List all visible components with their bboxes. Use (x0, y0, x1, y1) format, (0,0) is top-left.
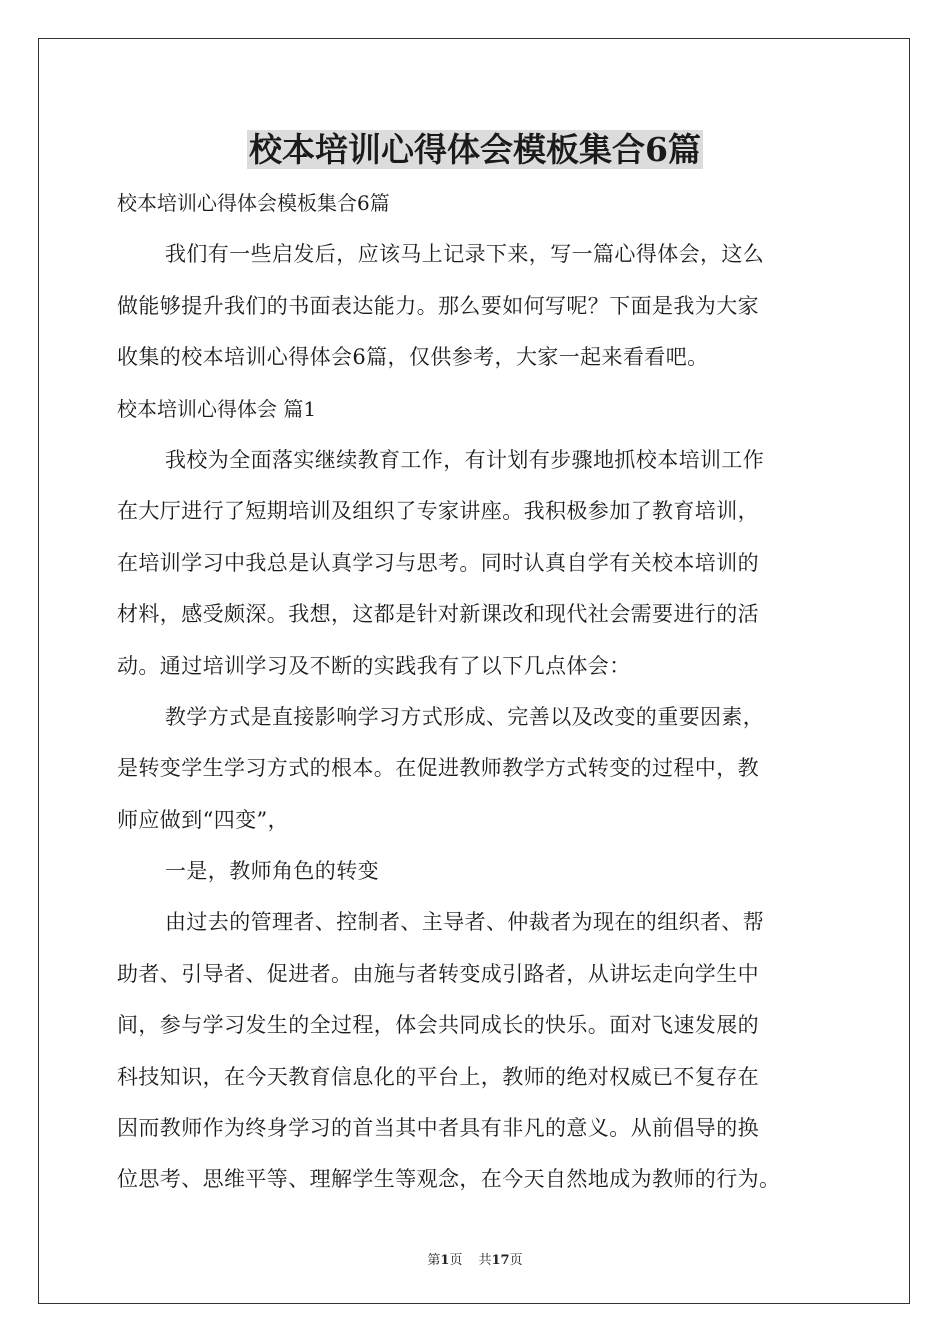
body-line: 一是，教师角色的转变 (165, 859, 379, 884)
body-line: 我们有一些启发后，应该马上记录下来，写一篇心得体会，这么 (165, 242, 765, 267)
body-line: 动。通过培训学习及不断的实践我有了以下几点体会： (117, 653, 631, 678)
page-prefix: 第 (427, 1253, 441, 1268)
total-suffix: 页 (509, 1253, 523, 1268)
body-line: 科技知识，在今天教育信息化的平台上，教师的绝对权威已不复存在 (117, 1064, 759, 1089)
body-line: 因而教师作为终身学习的首当其中者具有非凡的意义。从前倡导的换 (117, 1116, 759, 1141)
total-prefix: 共 (478, 1253, 492, 1268)
page-number: 1 (440, 1253, 450, 1268)
total-pages: 17 (491, 1253, 510, 1268)
document-title-text: 校本培训心得体会模板集合6篇 (249, 130, 701, 169)
body-line: 间，参与学习发生的全过程，体会共同成长的快乐。面对飞速发展的 (117, 1013, 759, 1038)
body-line: 由过去的管理者、控制者、主导者、仲裁者为现在的组织者、帮 (165, 910, 765, 935)
body-line: 在培训学习中我总是认真学习与思考。同时认真自学有关校本培训的 (117, 550, 759, 575)
page-suffix: 页 (449, 1253, 463, 1268)
body-line: 教学方式是直接影响学习方式形成、完善以及改变的重要因素， (165, 704, 765, 729)
body-line: 材料，感受颇深。我想，这都是针对新课改和现代社会需要进行的活 (117, 602, 759, 627)
body-line: 校本培训心得体会模板集合6篇 (117, 191, 390, 215)
body-line: 做能够提升我们的书面表达能力。那么要如何写呢？下面是我为大家 (117, 293, 759, 318)
body-line: 收集的校本培训心得体会6篇，仅供参考，大家一起来看看吧。 (117, 345, 709, 370)
body-line: 是转变学生学习方式的根本。在促进教师教学方式转变的过程中，教 (117, 756, 759, 781)
body-line: 位思考、思维平等、理解学生等观念，在今天自然地成为教师的行为。 (117, 1167, 781, 1192)
body-line: 助者、引导者、促进者。由施与者转变成引路者，从讲坛走向学生中 (117, 961, 759, 986)
document-title (0, 126, 950, 174)
body-line: 我校为全面落实继续教育工作，有计划有步骤地抓校本培训工作 (165, 447, 765, 472)
section-heading: 校本培训心得体会 篇1 (117, 396, 317, 421)
body-line: 师应做到“四变”， (117, 807, 290, 832)
body-line: 在大厅进行了短期培训及组织了专家讲座。我积极参加了教育培训， (117, 499, 759, 524)
document-body (117, 178, 835, 1206)
page-footer (0, 1249, 950, 1268)
